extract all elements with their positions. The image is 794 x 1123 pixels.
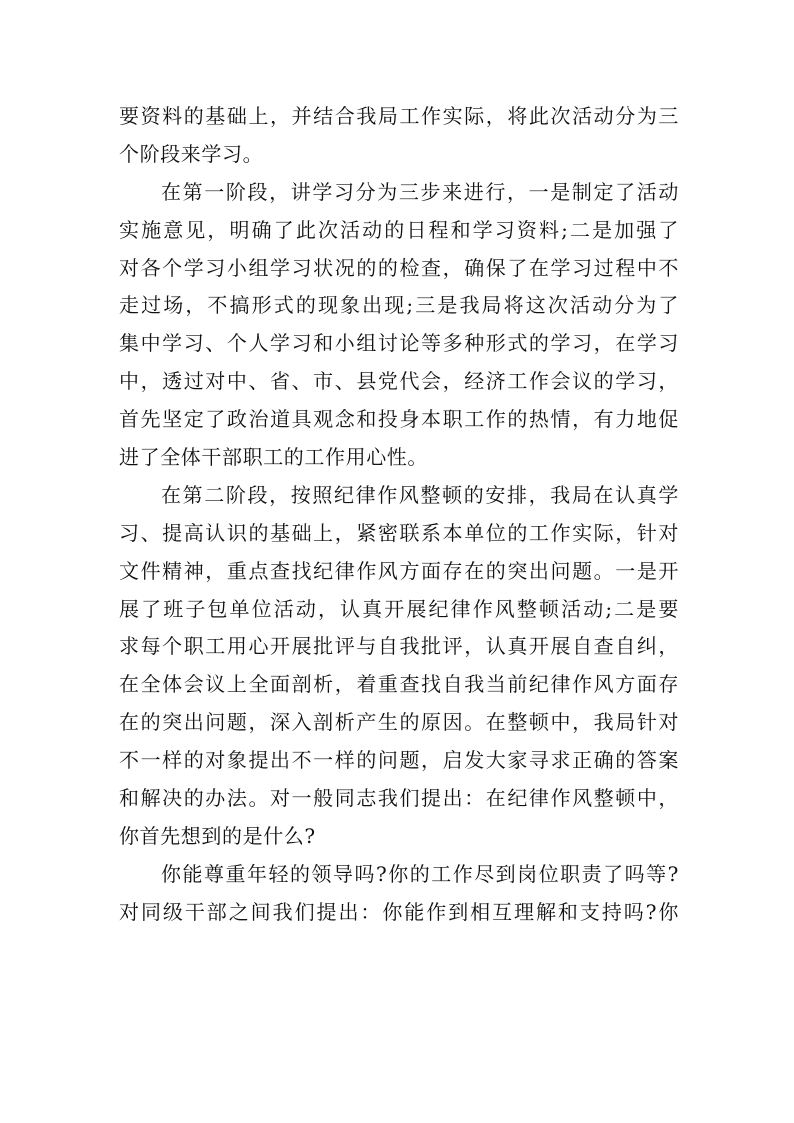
text-line: 在全体会议上全面剖析，着重查找自我当前纪律作风方面存 (119, 672, 679, 697)
paragraph-start-line: 在第一阶段，讲学习分为三步来进行，一是制定了活动 (161, 179, 679, 204)
paragraph-start-line: 你能尊重年轻的领导吗?你的工作尽到岗位职责了吗等? (161, 861, 679, 886)
text-line: 集中学习、个人学习和小组讨论等多种形式的学习，在学习 (119, 331, 679, 356)
text-line: 个阶段来学习。 (119, 141, 264, 166)
text-line: 对各个学习小组学习状况的的检查，确保了在学习过程中不 (119, 255, 679, 280)
body-text (119, 98, 679, 932)
text-line: 和解决的办法。对一般同志我们提出：在纪律作风整顿中， (119, 786, 679, 811)
text-line: 文件精神，重点查找纪律作风方面存在的突出问题。一是开 (119, 558, 679, 583)
text-line: 你首先想到的是什么? (119, 823, 316, 848)
text-line: 在的突出问题，深入剖析产生的原因。在整顿中，我局针对 (119, 710, 679, 735)
text-line: 不一样的对象提出不一样的问题，启发大家寻求正确的答案 (119, 748, 679, 773)
text-line: 首先坚定了政治道具观念和投身本职工作的热情，有力地促 (119, 407, 679, 432)
text-line: 中，透过对中、省、市、县党代会，经济工作会议的学习， (119, 369, 679, 394)
text-line: 实施意见，明确了此次活动的日程和学习资料;二是加强了 (119, 217, 679, 242)
text-line: 走过场，不搞形式的现象出现;三是我局将这次活动分为了 (119, 293, 679, 318)
text-line: 要资料的基础上，并结合我局工作实际，将此次活动分为三 (119, 104, 679, 128)
text-line: 习、提高认识的基础上，紧密联系本单位的工作实际，针对 (119, 520, 679, 545)
text-line: 进了全体干部职工的工作用心性。 (119, 445, 428, 470)
paragraph-start-line: 在第二阶段，按照纪律作风整顿的安排，我局在认真学 (161, 482, 679, 507)
text-line: 对同级干部之间我们提出：你能作到相互理解和支持吗?你 (119, 899, 679, 924)
text-line: 求每个职工用心开展批评与自我批评，认真开展自查自纠， (119, 634, 679, 659)
text-line: 展了班子包单位活动，认真开展纪律作风整顿活动;二是要 (119, 596, 679, 621)
